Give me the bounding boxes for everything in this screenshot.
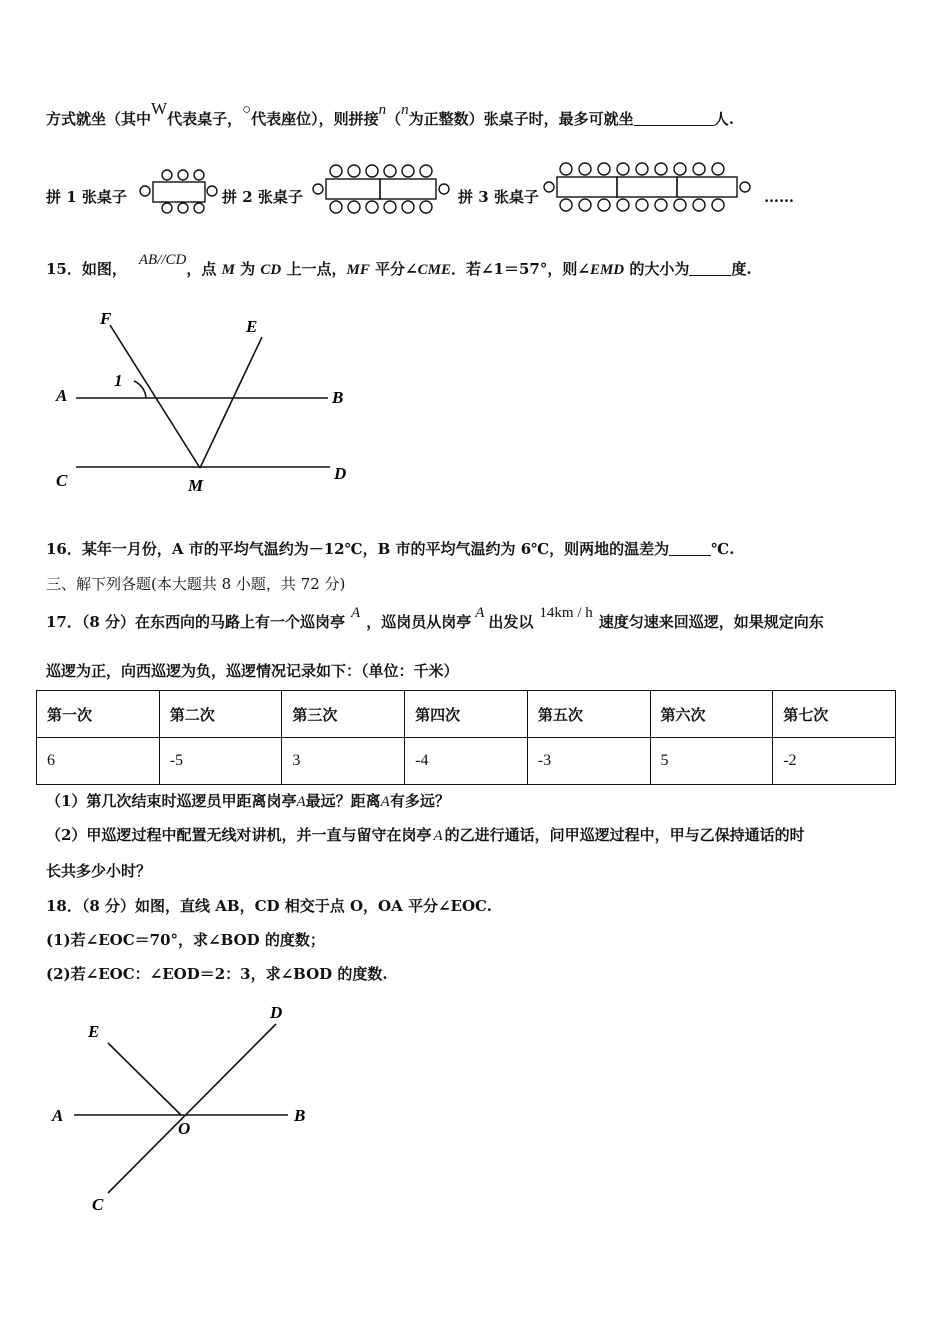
angle-1-arc bbox=[134, 381, 146, 398]
figure-15 bbox=[50, 305, 360, 500]
question-18-part2: (2)若∠EOC：∠EOD＝2：3，求∠BOD 的度数. bbox=[46, 965, 388, 983]
label-b: B bbox=[332, 388, 344, 407]
parallel-expr: AB//CD bbox=[138, 252, 187, 268]
label-d: D bbox=[334, 464, 347, 483]
two-tables-figure bbox=[312, 164, 456, 214]
question-18-part1: (1)若∠EOC＝70°，求∠BOD 的度数； bbox=[46, 931, 325, 949]
label-two-tables: 拼 2 张桌子 bbox=[222, 188, 303, 206]
table-cell: 5 bbox=[650, 738, 773, 785]
question-17-line2: 巡逻为正，向西巡逻为负，巡逻情况记录如下：（单位：千米） bbox=[46, 662, 459, 680]
question-17-sub2: （2）甲巡逻过程中配置无线对讲机，并一直与留守在岗亭 A 的乙进行通话，问甲巡逻过程中，甲与乙保持通话的时 bbox=[46, 826, 805, 844]
table-header-cell: 第五次 bbox=[527, 691, 650, 738]
question-15: 15．如图， AB//CD，点 M 为 CD 上一点，MF 平分∠CME．若∠1＝57°，则∠EMD 的大小为 度. bbox=[46, 252, 752, 278]
three-tables-figure bbox=[542, 162, 754, 214]
label-a: A bbox=[52, 1106, 64, 1125]
label-a: A bbox=[56, 386, 68, 405]
question-17-line1: 17．（8 分）在东西向的马路上有一个巡岗亭 A ，巡岗员从岗亭 A 出发以 14km / h 速度匀速来回巡逻，如果规定向东 bbox=[46, 605, 824, 631]
label-f: F bbox=[100, 309, 112, 328]
table-symbol: W bbox=[151, 99, 168, 118]
ellipsis: …… bbox=[764, 188, 794, 206]
table-header-cell: 第四次 bbox=[405, 691, 528, 738]
answer-blank-14 bbox=[634, 111, 714, 126]
answer-blank-15 bbox=[689, 261, 731, 276]
ray-oe bbox=[108, 1043, 181, 1115]
label-angle-1: 1 bbox=[114, 371, 123, 390]
label-e: E bbox=[88, 1022, 100, 1041]
one-table-figure bbox=[138, 168, 218, 214]
table-cell: -4 bbox=[405, 738, 528, 785]
label-o: O bbox=[178, 1119, 191, 1138]
line-me bbox=[200, 337, 262, 468]
table-header-cell: 第二次 bbox=[159, 691, 282, 738]
label-e: E bbox=[246, 317, 258, 336]
table-header-cell: 第六次 bbox=[650, 691, 773, 738]
section-3-heading: 三、解下列各题(本大题共 8 小题，共 72 分) bbox=[46, 575, 346, 593]
table-cell: 6 bbox=[37, 738, 160, 785]
line-mf bbox=[110, 325, 200, 468]
label-c: C bbox=[56, 471, 68, 490]
table-cell: -3 bbox=[527, 738, 650, 785]
label-c: C bbox=[92, 1195, 104, 1214]
answer-blank-16 bbox=[669, 541, 711, 556]
question-18-line1: 18．（8 分）如图，直线 AB，CD 相交于点 O，OA 平分∠EOC. bbox=[46, 897, 492, 915]
table-header-row bbox=[37, 691, 896, 738]
table-header-cell: 第三次 bbox=[282, 691, 405, 738]
table-cell: -5 bbox=[159, 738, 282, 785]
table-header-cell: 第一次 bbox=[37, 691, 160, 738]
figure-18 bbox=[50, 1000, 320, 1215]
label-b: B bbox=[294, 1106, 306, 1125]
question-17-sub1: （1）第几次结束时巡逻员甲距离岗亭A最远？距离A有多远？ bbox=[46, 792, 450, 810]
table-cell: 3 bbox=[282, 738, 405, 785]
line-cd bbox=[108, 1024, 276, 1193]
table-cell: -2 bbox=[773, 738, 896, 785]
question-16: 16．某年一月份，A 市的平均气温约为－12℃，B 市的平均气温约为 6℃，则两地的温差为 ℃. bbox=[46, 540, 735, 558]
label-m: M bbox=[188, 476, 204, 495]
label-one-table: 拼 1 张桌子 bbox=[46, 188, 127, 206]
patrol-record-table bbox=[36, 690, 896, 785]
table-header-cell: 第七次 bbox=[773, 691, 896, 738]
table-row bbox=[37, 738, 896, 785]
question-17-sub2-line2: 长共多少小时？ bbox=[46, 862, 152, 880]
label-three-tables: 拼 3 张桌子 bbox=[458, 188, 539, 206]
seat-symbol: ○ bbox=[242, 102, 252, 118]
speed: 14km / h bbox=[539, 605, 593, 621]
label-d: D bbox=[270, 1003, 283, 1022]
q14-line: 方式就坐（其中W代表桌子，○代表座位），则拼接n（n为正整数）张桌子时，最多可就坐 人. bbox=[46, 99, 734, 128]
